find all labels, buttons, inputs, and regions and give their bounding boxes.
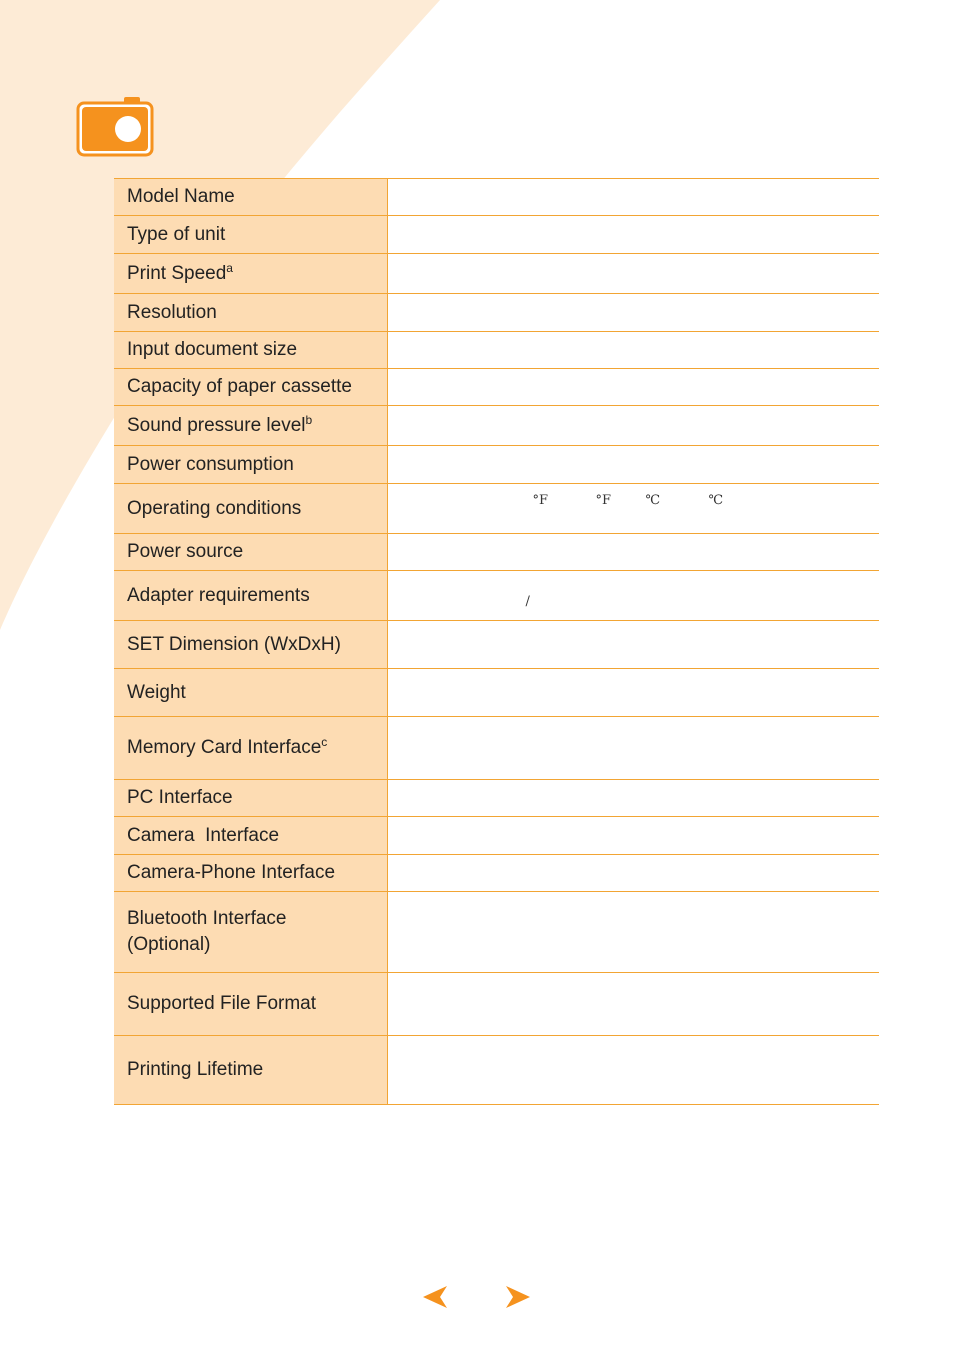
row-label-weight: Weight bbox=[114, 669, 387, 717]
table-row bbox=[114, 332, 879, 369]
table-row bbox=[114, 717, 879, 780]
chevron-left-icon[interactable] bbox=[421, 1283, 451, 1311]
row-label-camera-phone-interface: Camera-Phone Interface bbox=[114, 855, 387, 892]
specification-table bbox=[114, 178, 879, 1105]
row-label-input-document-size: Input document size bbox=[114, 332, 387, 369]
footnote-marker: a bbox=[226, 260, 233, 275]
table-row bbox=[114, 669, 879, 717]
row-value bbox=[387, 294, 879, 332]
camera-icon bbox=[76, 96, 154, 158]
row-label-sound-pressure: Sound pressure level$^b$ bbox=[114, 406, 387, 446]
unit-celsius: ℃ bbox=[708, 493, 724, 508]
row-label-pc-interface: PC Interface bbox=[114, 780, 387, 817]
row-label-memory-card-interface: Memory Card Interface$^c$ bbox=[114, 717, 387, 780]
table-row bbox=[114, 817, 879, 855]
table-row bbox=[114, 369, 879, 406]
row-label-print-speed: Print Speed$^a$ bbox=[114, 254, 387, 294]
footnote-marker: c bbox=[321, 735, 328, 749]
row-label-operating-conditions: Operating conditions bbox=[114, 484, 387, 534]
table-row bbox=[114, 406, 879, 446]
table-row bbox=[114, 892, 879, 973]
chevron-right-icon[interactable] bbox=[502, 1283, 532, 1311]
footnote-marker: b bbox=[305, 412, 313, 427]
operating-conditions-value bbox=[387, 484, 879, 534]
unit-celsius: ℃ bbox=[645, 493, 661, 508]
table-row bbox=[114, 484, 879, 534]
table-row bbox=[114, 973, 879, 1036]
row-label-type-of-unit: Type of unit bbox=[114, 216, 387, 254]
row-value bbox=[387, 669, 879, 717]
table-row bbox=[114, 621, 879, 669]
table-row bbox=[114, 216, 879, 254]
row-value bbox=[387, 332, 879, 369]
row-label-model-name: Model Name bbox=[114, 179, 387, 216]
row-label-printing-lifetime: Printing Lifetime bbox=[114, 1036, 387, 1105]
row-value bbox=[387, 855, 879, 892]
table-row bbox=[114, 780, 879, 817]
row-label-paper-capacity: Capacity of paper cassette bbox=[114, 369, 387, 406]
adapter-requirements-value: / bbox=[387, 571, 879, 621]
table-row bbox=[114, 446, 879, 484]
row-label-power-source: Power source bbox=[114, 534, 387, 571]
table-row bbox=[114, 294, 879, 332]
row-label-set-dimension: SET Dimension (WxDxH) bbox=[114, 621, 387, 669]
row-value bbox=[387, 254, 879, 294]
row-value bbox=[387, 369, 879, 406]
row-value bbox=[387, 892, 879, 973]
row-value bbox=[387, 179, 879, 216]
table-row bbox=[114, 254, 879, 294]
unit-fahrenheit: °F bbox=[595, 493, 612, 508]
row-value bbox=[387, 216, 879, 254]
row-value bbox=[387, 1036, 879, 1105]
row-value bbox=[387, 717, 879, 780]
table-row bbox=[114, 1036, 879, 1105]
row-value bbox=[387, 534, 879, 571]
row-value bbox=[387, 973, 879, 1036]
row-value bbox=[387, 817, 879, 855]
row-label-camera-interface: Camera Interface bbox=[114, 817, 387, 855]
row-value bbox=[387, 621, 879, 669]
row-value bbox=[387, 446, 879, 484]
table-row bbox=[114, 855, 879, 892]
unit-fahrenheit: °F bbox=[532, 493, 549, 508]
row-label-supported-file-format: Supported File Format bbox=[114, 973, 387, 1036]
table-row bbox=[114, 179, 879, 216]
row-label-bluetooth-interface: Bluetooth Interface (Optional) bbox=[114, 892, 387, 973]
table-row bbox=[114, 571, 879, 621]
row-value bbox=[387, 406, 879, 446]
row-value bbox=[387, 780, 879, 817]
table-row bbox=[114, 534, 879, 571]
row-label-resolution: Resolution bbox=[114, 294, 387, 332]
row-label-power-consumption: Power consumption bbox=[114, 446, 387, 484]
row-label-adapter-requirements: Adapter requirements bbox=[114, 571, 387, 621]
